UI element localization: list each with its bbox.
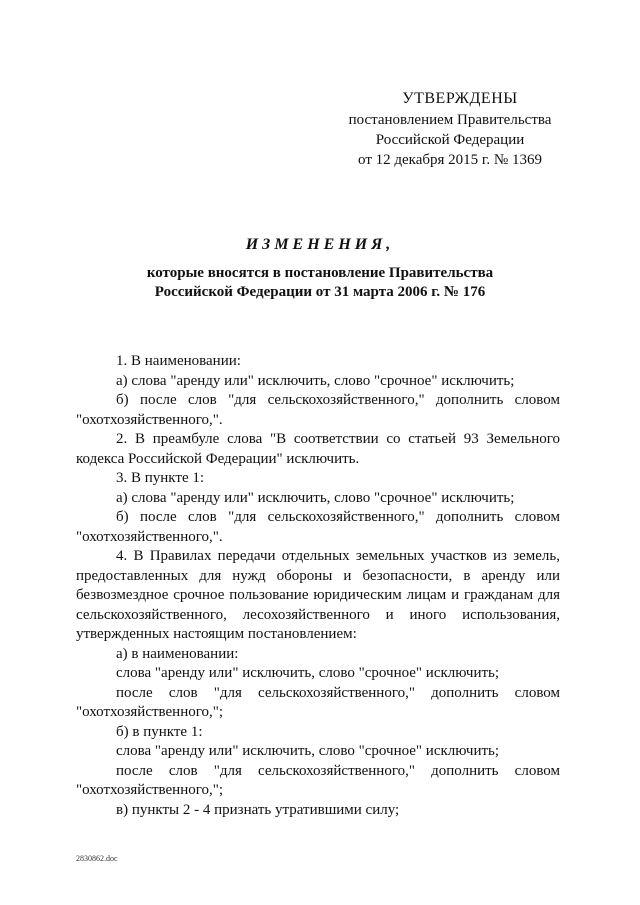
document-title: ИЗМЕНЕНИЯ,: [245, 236, 395, 253]
paragraph-1: 1. В наименовании:: [116, 353, 241, 369]
approval-line-2: Российской Федерации: [375, 132, 525, 148]
approval-line-1: постановлением Правительства: [348, 112, 552, 128]
paragraph-2: 2. В преамбуле слова "В соответствии со статьей 93 Земельного кодекса Российской Федерации" исключить.: [76, 431, 560, 467]
paragraph-4a: а) в наименовании:: [116, 645, 239, 662]
paragraph-4a-2: после слов "для сельскохозяйственного," дополнить словом "охотхозяйственного,";: [76, 684, 560, 720]
document-subtitle: [0, 264, 640, 302]
paragraph-4c: в) пункты 2 - 4 признать утратившими силу;: [116, 801, 400, 818]
paragraph-4a-1: слова "аренду или" исключить, слово "срочное" исключить;: [116, 665, 500, 681]
paragraph-4: 4. В Правилах передачи отдельных земельных участков из земель, предоставленных для нужд обороны и безопасности, в аренду или безвозмездное срочное пользование юридическим лицам и гражданам для сельскохозяйственного, лесохозяйственного и иного использования, утвержденных настоящим постановлением:: [76, 548, 560, 642]
paragraph-4b-2: после слов "для сельскохозяйственного," дополнить словом "охотхозяйственного,";: [76, 762, 560, 798]
approval-line-3: от 12 декабря 2015 г. № 1369: [358, 152, 542, 168]
paragraph-3a: а) слова "аренду или" исключить, слово "срочное" исключить;: [116, 489, 515, 506]
paragraph-3: 3. В пункте 1:: [116, 470, 205, 486]
paragraph-4b: б) в пункте 1:: [116, 723, 203, 740]
approval-block: [340, 88, 560, 170]
file-name-footer: 2830862.doc: [76, 854, 118, 863]
paragraph-3b: б) после слов "для сельскохозяйственного," дополнить словом "охотхозяйственного,".: [76, 509, 560, 545]
document-body: [76, 352, 560, 820]
paragraph-1a: а) слова "аренду или" исключить, слово "срочное" исключить;: [116, 372, 515, 389]
subtitle-line-2: Российской Федерации от 31 марта 2006 г. № 176: [154, 284, 486, 300]
paragraph-1b: б) после слов "для сельскохозяйственного," дополнить словом "охотхозяйственного,".: [76, 392, 560, 428]
approval-heading: УТВЕРЖДЕНЫ: [402, 90, 518, 107]
subtitle-line-1: которые вносятся в постановление Правительства: [146, 265, 494, 281]
paragraph-4b-1: слова "аренду или" исключить, слово "срочное" исключить;: [116, 743, 500, 759]
